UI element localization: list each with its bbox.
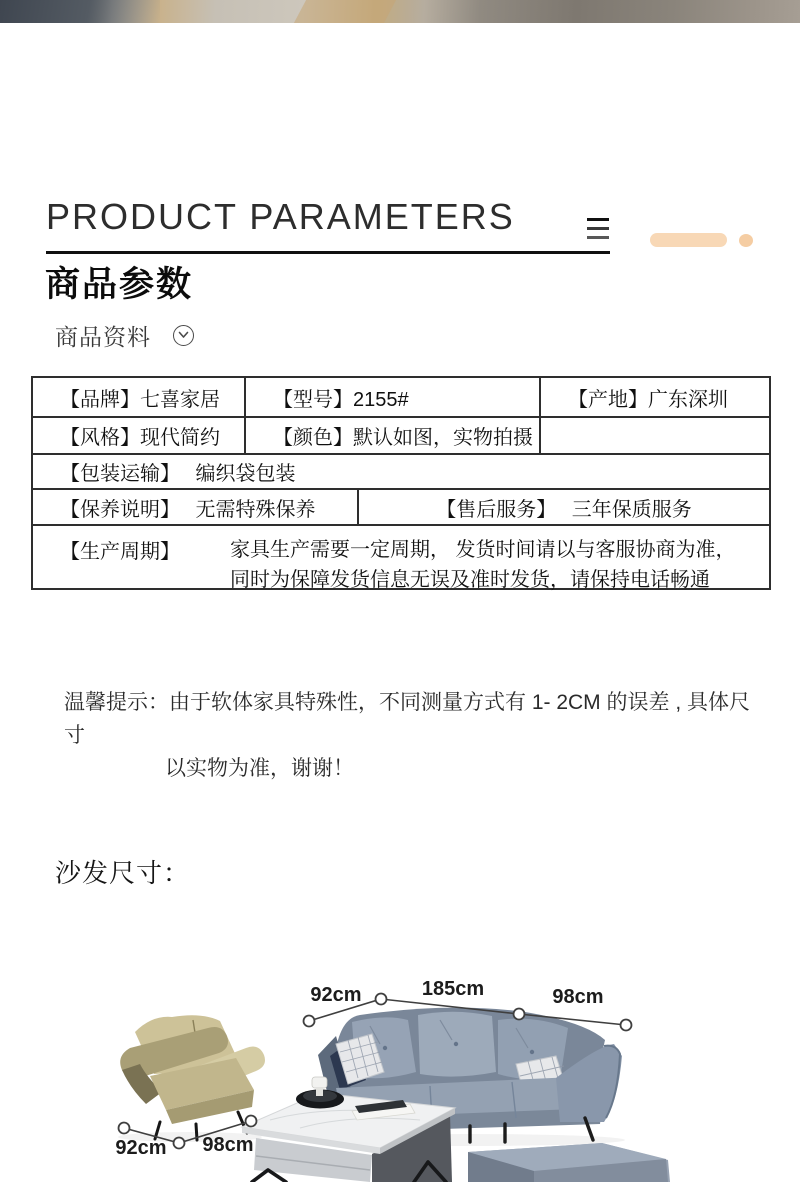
table-row <box>33 524 769 591</box>
accent-dot <box>739 234 753 247</box>
param-cell-origin: 【产地】广东深圳 <box>568 388 728 411</box>
param-cell-aftersales: 【售后服务】 三年保质服务 <box>436 498 692 521</box>
title-underline <box>46 251 610 254</box>
notice-text <box>64 686 754 785</box>
table-row <box>33 453 769 488</box>
param-cell-packaging: 【包装运输】 编织袋包装 <box>60 463 296 485</box>
param-cell-empty <box>541 418 769 453</box>
photo-strip-shadow <box>0 0 160 23</box>
product-parameters-table <box>31 376 771 590</box>
param-cell-color: 【颜色】默认如图，实物拍摄 <box>246 418 541 453</box>
notice-line2: 以实物为准，谢谢！ <box>165 757 354 780</box>
section-label: 商品资料 <box>55 323 151 350</box>
param-cell-brand: 【品牌】七喜家居 <box>33 378 246 416</box>
dimension-label-armchair-depth: 92cm <box>115 1137 167 1159</box>
param-cell-model: 【型号】2155# <box>246 378 541 416</box>
param-cell-production-cycle-text <box>230 526 769 595</box>
dimension-label-sofa-depth: 92cm <box>310 984 362 1006</box>
param-cell-style: 【风格】现代简约 <box>33 418 246 453</box>
production-cycle-line1: 家具生产需要一定周期， 发货时间请以与客服协商为准， <box>230 539 736 561</box>
hamburger-icon <box>587 218 609 240</box>
page-title-en: PRODUCT PARAMETERS <box>46 196 515 237</box>
param-cell-care: 【保养说明】 无需特殊保养 <box>33 490 359 524</box>
accent-pill <box>650 233 727 247</box>
product-info-section-header <box>55 322 194 348</box>
table-row <box>33 488 769 524</box>
param-cell-production-cycle-label: 【生产周期】 <box>60 541 180 563</box>
dimension-label-sofa-length: 185cm <box>421 978 485 1000</box>
chevron-down-circle-icon[interactable] <box>173 325 194 346</box>
sofa-size-heading: 沙发尺寸： <box>55 858 191 888</box>
photo-strip <box>0 0 800 23</box>
dimension-label-armchair-width: 98cm <box>202 1134 254 1156</box>
dimension-label-sofa-side: 98cm <box>552 986 604 1008</box>
production-cycle-line2: 同时为保障发货信息无误及准时发货，请保持电话畅通 <box>230 569 710 591</box>
table-row <box>33 378 769 416</box>
page-title-zh: 商品参数 <box>45 265 194 304</box>
table-row <box>33 416 769 453</box>
notice-line1: 温馨提示：由于软体家具特殊性，不同测量方式有 1- 2CM 的误差 , 具体尺寸 <box>64 691 751 747</box>
photo-strip-stripe <box>294 0 396 23</box>
